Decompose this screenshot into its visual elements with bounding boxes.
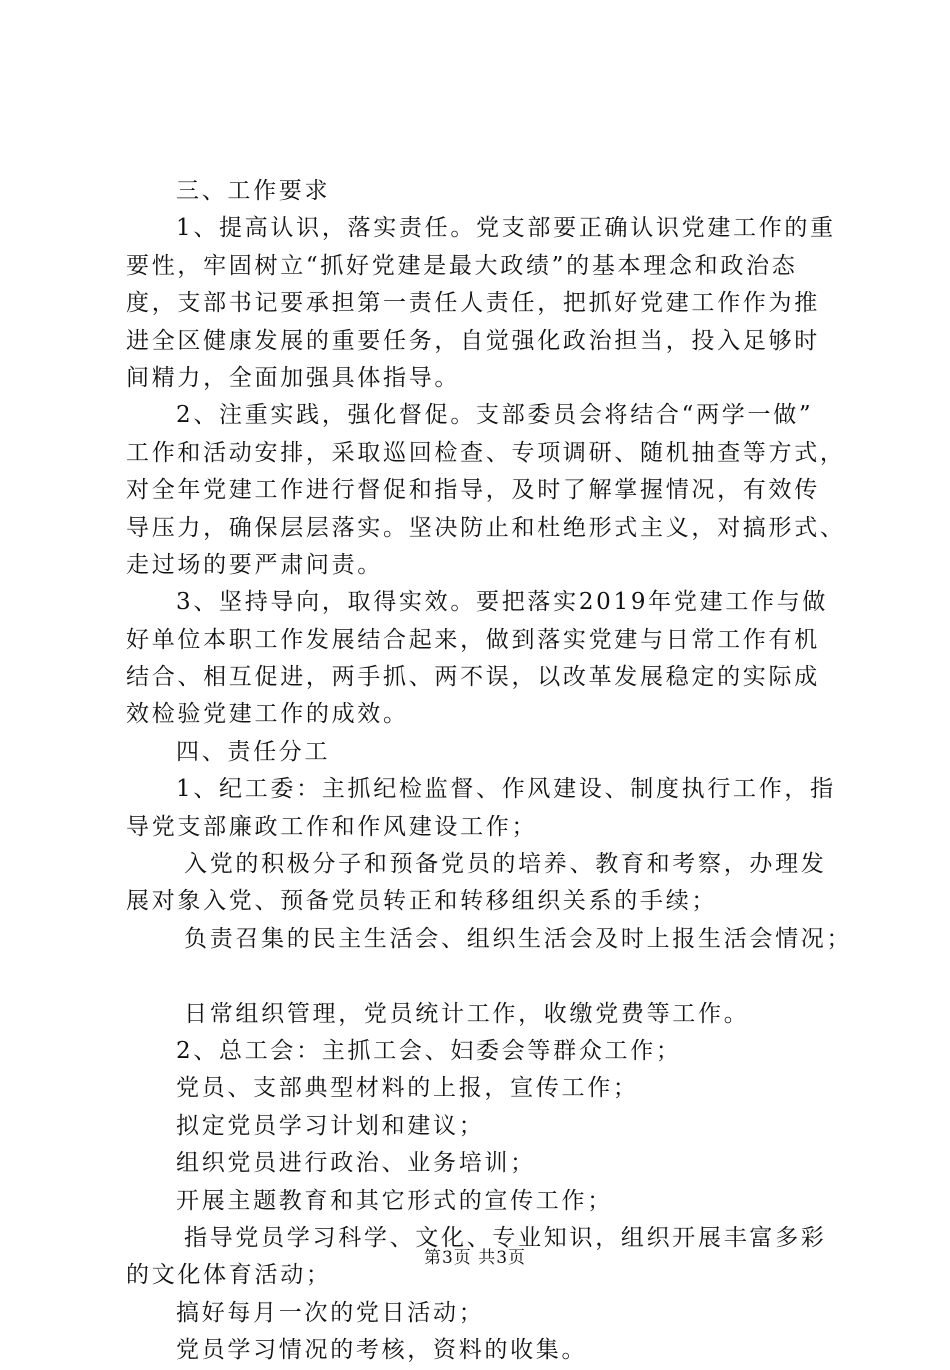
paragraph-line: 对全年党建工作进行督促和指导，及时了解掌握情况，有效传 — [126, 477, 820, 504]
paragraph-line: 效检验党建工作的成效。 — [126, 701, 409, 728]
paragraph-line: 日常组织管理，党员统计工作，收缴党费等工作。 — [184, 1000, 750, 1027]
section-heading-responsibilities: 四、责任分工 — [176, 738, 331, 765]
paragraph-line: 间精力，全面加强具体指导。 — [126, 364, 461, 391]
section-heading-work-requirements: 三、工作要求 — [176, 178, 331, 204]
paragraph-line: 指导党员学习科学、文化、专业知识，组织开展丰富多彩 — [184, 1224, 827, 1251]
paragraph-line: 展对象入党、预备党员转正和转移组织关系的手续； — [126, 888, 718, 915]
paragraph-line: 的文化体育活动； — [126, 1262, 332, 1289]
page-number-footer: 第3页 共3页 — [423, 1248, 527, 1268]
paragraph-line: 1、纪工委：主抓纪检监督、作风建设、制度执行工作，指 — [176, 776, 836, 803]
paragraph-line: 入党的积极分子和预备党员的培养、教育和考察，办理发 — [184, 851, 827, 878]
blank-line — [126, 958, 834, 995]
paragraph-line: 组织党员进行政治、业务培训； — [176, 1150, 536, 1177]
paragraph-line: 度，支部书记要承担第一责任人责任，把抓好党建工作作为推 — [126, 290, 820, 317]
paragraph-line: 3、坚持导向，取得实效。要把落实2019年党建工作与做 — [176, 589, 829, 616]
paragraph-line: 搞好每月一次的党日活动； — [176, 1299, 485, 1326]
paragraph-line: 2、注重实践，强化督促。支部委员会将结合“两学一做” — [176, 402, 814, 429]
paragraph-line: 导党支部廉政工作和作风建设工作； — [126, 813, 538, 840]
paragraph-line: 党员学习情况的考核，资料的收集。 — [176, 1337, 588, 1364]
paragraph-line: 好单位本职工作发展结合起来，做到落实党建与日常工作有机 — [126, 626, 820, 653]
paragraph-line: 1、提高认识，落实责任。党支部要正确认识党建工作的重 — [176, 215, 836, 242]
document-body — [126, 173, 853, 1370]
paragraph-line: 结合、相互促进，两手抓、两不误，以改革发展稳定的实际成 — [126, 664, 820, 691]
paragraph-line: 党员、支部典型材料的上报，宣传工作； — [176, 1075, 639, 1102]
paragraph-line: 要性，牢固树立“抓好党建是最大政绩”的基本理念和政治态 — [126, 252, 798, 279]
paragraph-line: 负责召集的民主生活会、组织生活会及时上报生活会情况； — [184, 925, 853, 952]
paragraph-line: 工作和活动安排，采取巡回检查、专项调研、随机抽查等方式， — [126, 439, 846, 466]
paragraph-line: 进全区健康发展的重要任务，自觉强化政治担当，投入足够时 — [126, 327, 820, 354]
paragraph-line: 导压力，确保层层落实。坚决防止和杜绝形式主义，对搞形式、 — [126, 514, 846, 541]
paragraph-line: 开展主题教育和其它形式的宣传工作； — [176, 1187, 613, 1214]
paragraph-line: 拟定党员学习计划和建议； — [176, 1112, 485, 1139]
paragraph-line: 走过场的要严肃问责。 — [126, 551, 383, 578]
paragraph-line: 2、总工会：主抓工会、妇委会等群众工作； — [176, 1037, 682, 1064]
